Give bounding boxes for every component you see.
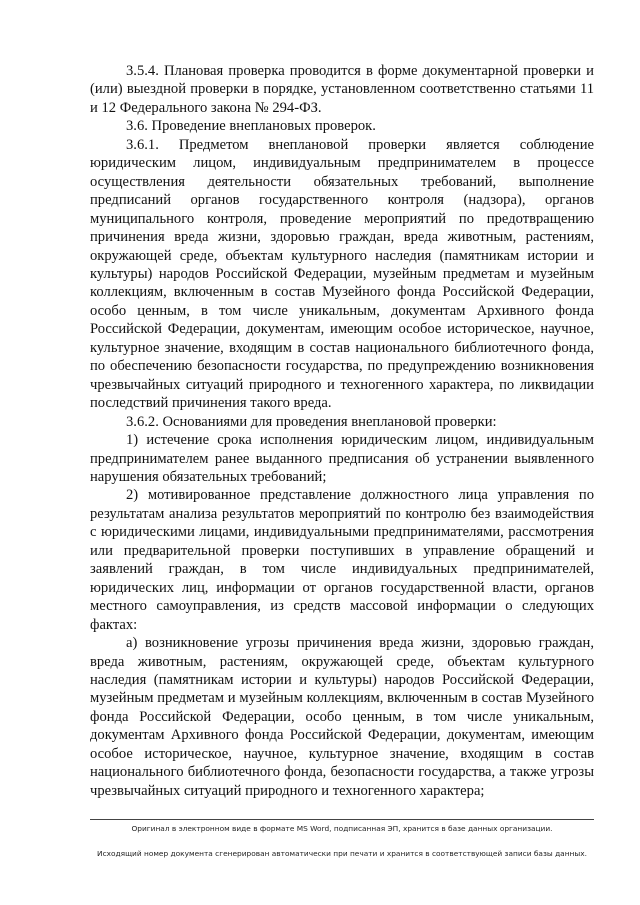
list-item-a: а) возникновение угрозы причинения вреда жизни, здоровью граждан, вреда животным, растениям, окружающей среде, объектам культурного наследия (памятникам истории и культуры) народов Российской Федерации, музейным предметам и музейным коллекциям, включенным в состав Музейного фонда Российской Федерации, особо ценным, в том числе уникальным, документам Архивного фонда Российской Федерации, документам, имеющим особое историческое, научное, культурное значение, входящим в состав национального библиотечного фонда, безопасности государства, а также угрозы чрезвычайных ситуаций природного и техногенного характера;: [90, 635, 594, 799]
footer-original-note: Оригинал в электронном виде в формате MS Word, подписанная ЭП, хранится в базе данных организации.: [131, 824, 553, 833]
paragraph-3-6-heading: 3.6. Проведение внеплановых проверок.: [126, 118, 376, 135]
list-item-2: 2) мотивированное представление должностного лица управления по результатам анализа результатов мероприятий по контролю без взаимодействия с юридическими лицами, индивидуальными предпринимателями, рассмотрения или предварительной проверки поступивших в управление обращений и заявлений граждан, в том числе индивидуальных предпринимателей, юридических лиц, информации от органов государственной власти, органов местного самоуправления, из средств массовой информации о следующих фактах:: [90, 487, 594, 633]
document-page: [90, 62, 594, 800]
paragraph-3-6-1: 3.6.1. Предметом внеплановой проверки является соблюдение юридическим лицом, индивидуальным предпринимателем в процессе осуществления деятельности обязательных требований, выполнение предписаний органов государственного контроля (надзора), органов муниципального контроля, проведение мероприятий по предотвращению причинения вреда жизни, здоровью граждан, вреда животным, растениям, окружающей среде, объектам культурного наследия (памятникам истории и культуры) народов Российской Федерации, музейным предметам и музейным коллекциям, включенным в состав Музейного фонда Российской Федерации, особо ценным, в том числе уникальным, документам Архивного фонда Российской Федерации, документам, имеющим особое историческое, научное, культурное значение, входящим в состав национального библиотечного фонда, по обеспечению безопасности государства, по предупреждению возникновения чрезвычайных ситуаций природного и техногенного характера, по ликвидации последствий причинения такого вреда.: [90, 136, 594, 412]
page-footer: [90, 819, 594, 858]
paragraph-3-5-4: 3.5.4. Плановая проверка проводится в форме документарной проверки и (или) выездной проверки в порядке, установленном соответственно статьями 11 и 12 Федерального закона № 294-ФЗ.: [90, 63, 594, 116]
list-item-1: 1) истечение срока исполнения юридическим лицом, индивидуальным предпринимателем ранее выданного предписания об устранении выявленного нарушения обязательных требований;: [90, 432, 594, 485]
paragraph-3-6-2: 3.6.2. Основаниями для проведения внеплановой проверки:: [126, 413, 497, 430]
footer-number-note: Исходящий номер документа сгенерирован автоматически при печати и хранится в соответствующей записи базы данных.: [97, 849, 587, 858]
